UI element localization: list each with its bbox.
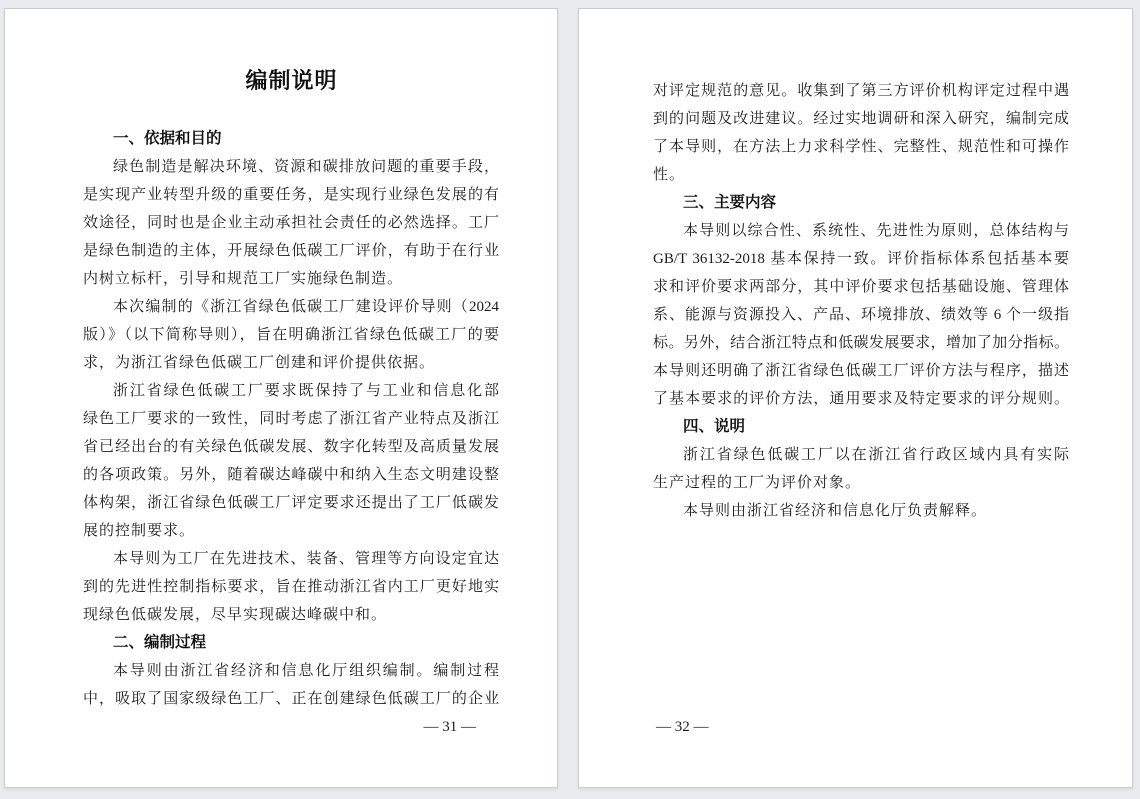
body-line: 是实现产业转型升级的重要任务，是实现行业绿色发展的有	[83, 187, 499, 203]
body-line: 是绿色制造的主体，开展绿色低碳工厂评价，有助于在行业	[83, 243, 499, 259]
body-line: 到的问题及改进建议。经过实地调研和深入研究，编制完成	[653, 111, 1069, 127]
body-line: 求，为浙江省绿色低碳工厂创建和评价提供依据。	[83, 355, 436, 371]
body-line: 展的控制要求。	[83, 523, 196, 539]
body-line: 版）》（以下简称导则），旨在明确浙江省绿色低碳工厂的要	[83, 327, 499, 343]
body-line: 求和评价要求两部分，其中评价要求包括基础设施、管理体	[653, 279, 1069, 295]
body-line: 本导则由浙江省经济和信息化厅负责解释。	[683, 503, 988, 519]
section-heading: 一、依据和目的	[113, 130, 222, 147]
body-line: 了本导则，在方法上力求科学性、完整性、规范性和可操作	[653, 139, 1069, 155]
body-line: 对评定规范的意见。收集到了第三方评价机构评定过程中遇	[653, 83, 1069, 99]
page-sheet-32	[578, 8, 1133, 788]
body-line: 浙江省绿色低碳工厂要求既保持了与工业和信息化部	[113, 383, 499, 399]
body-line: 本导则还明确了浙江省绿色低碳工厂评价方法与程序，描述	[653, 363, 1069, 379]
body-line: 效途径，同时也是企业主动承担社会责任的必然选择。工厂	[83, 215, 499, 231]
page-footer: — 31 —	[423, 719, 476, 735]
section-heading: 四、说明	[683, 418, 746, 435]
section-heading: 二、编制过程	[113, 634, 207, 651]
page-sheet-31	[4, 8, 558, 788]
body-line: 本次编制的《浙江省绿色低碳工厂建设评价导则（2024	[113, 299, 499, 315]
body-line: 绿色工厂要求的一致性，同时考虑了浙江省产业特点及浙江	[83, 411, 499, 427]
body-line: 绿色制造是解决环境、资源和碳排放问题的重要手段，	[113, 159, 499, 175]
doc-title: 编制说明	[245, 68, 338, 93]
body-line: 本导则以综合性、系统性、先进性为原则，总体结构与	[683, 223, 1069, 239]
body-line: GB/T 36132-2018 基本保持一致。评价指标体系包括基本要	[653, 251, 1069, 267]
body-line: 现绿色低碳发展，尽早实现碳达峰碳中和。	[83, 607, 388, 623]
body-line: 的各项政策。另外，随着碳达峰碳中和纳入生态文明建设整	[83, 467, 499, 483]
body-line: 体构架，浙江省绿色低碳工厂评定要求还提出了工厂低碳发	[83, 495, 499, 511]
body-line: 生产过程的工厂为评价对象。	[653, 475, 862, 491]
body-line: 本导则为工厂在先进技术、装备、管理等方向设定宜达	[113, 551, 499, 567]
body-line: 了基本要求的评价方法，通用要求及特定要求的评分规则。	[653, 391, 1069, 407]
page-footer: — 32 —	[656, 719, 709, 735]
body-line: 内树立标杆，引导和规范工厂实施绿色制造。	[83, 271, 404, 287]
section-heading: 三、主要内容	[683, 194, 777, 211]
body-line: 到的先进性控制指标要求，旨在推动浙江省内工厂更好地实	[83, 579, 499, 595]
body-line: 系、能源与资源投入、产品、环境排放、绩效等 6 个一级指	[653, 307, 1069, 323]
body-line: 中，吸取了国家级绿色工厂、正在创建绿色低碳工厂的企业	[83, 691, 499, 707]
body-line: 浙江省绿色低碳工厂以在浙江省行政区域内具有实际	[683, 447, 1069, 463]
page-content	[653, 77, 1069, 525]
body-line: 省已经出台的有关绿色低碳发展、数字化转型及高质量发展	[83, 439, 499, 455]
body-line: 性。	[653, 167, 686, 183]
page-content	[83, 65, 499, 713]
body-line: 标。另外，结合浙江特点和低碳发展要求，增加了加分指标。	[653, 335, 1069, 351]
body-line: 本导则由浙江省经济和信息化厅组织编制。编制过程	[113, 663, 499, 679]
